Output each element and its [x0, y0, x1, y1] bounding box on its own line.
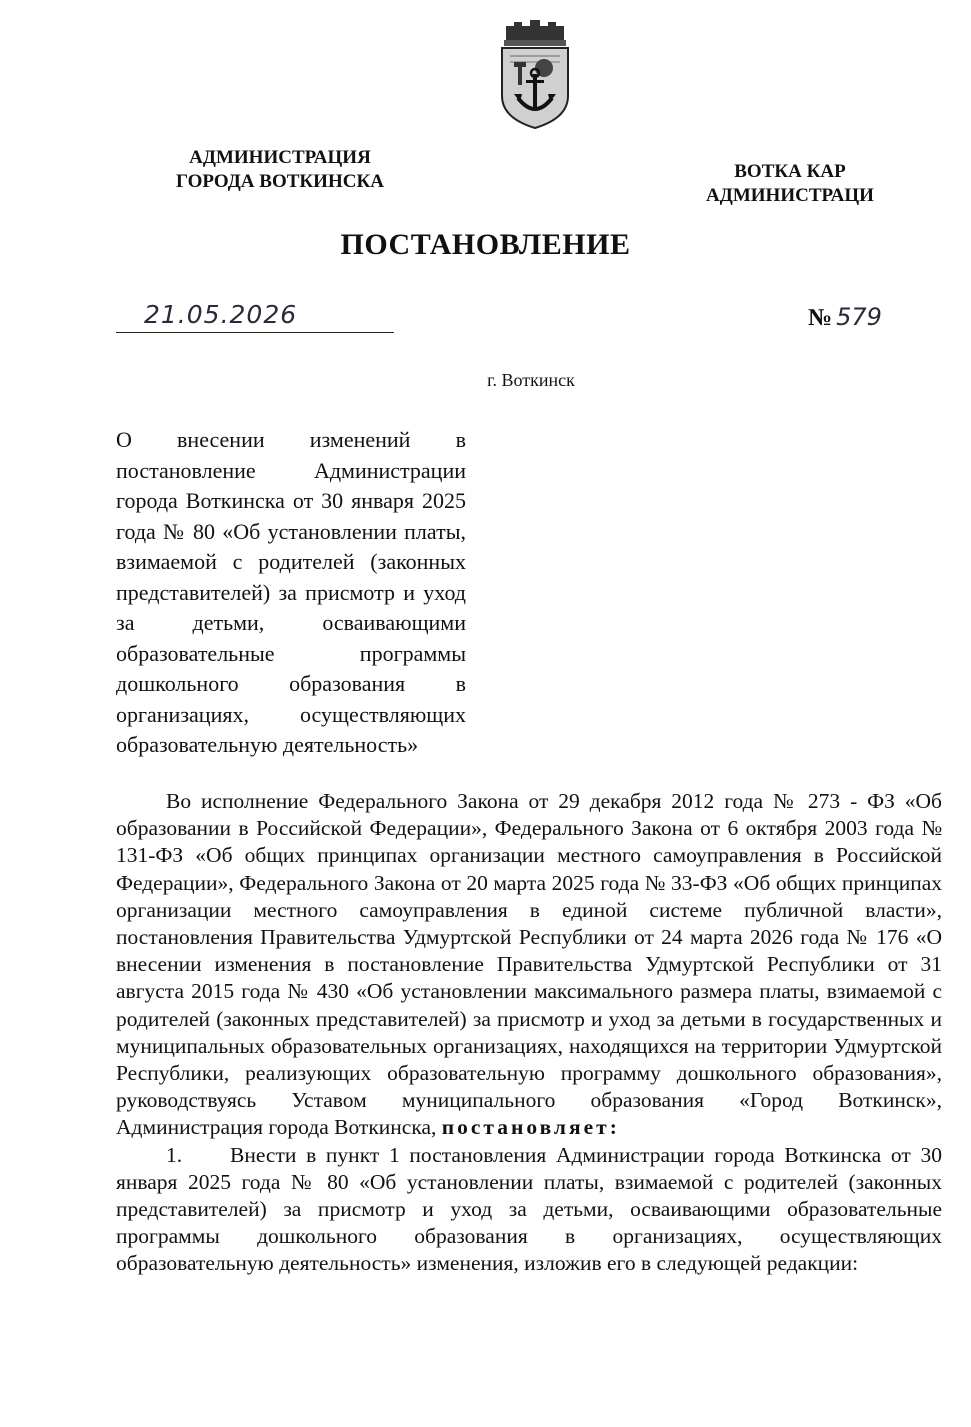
- document-subject: О внесении изменений в постановление Администрации города Воткинска от 30 января 2025 года № 80 «Об установлении платы, взимаемой с родителей (законных представителей) за присмотр и уход за детьми, осваивающими образовательные программы дошкольного образования в организациях, осуществляющих образовательную деятельность»: [116, 427, 466, 757]
- organization-name-udmurt: [680, 160, 900, 208]
- item-1-text: Внести в пункт 1 постановления Администрации города Воткинска от 30 января 2025 года № 80 «Об установлении платы, взимаемой с родителей (законных представителей) за присмотр и уход за детьми, осваивающими образовательные программы дошкольного образования в организациях, осуществляющих образовательную деятельность» изменения, изложив его в следующей редакции:: [116, 1142, 942, 1276]
- preamble-text: Во исполнение Федерального Закона от 29 декабря 2012 года № 273 - ФЗ «Об образовании в Российской Федерации», Федерального Закона от 6 октября 2003 года № 131-ФЗ «Об общих принципах организации местного самоуправления в Российской Федерации», Федерального Закона от 20 марта 2025 года № 33-ФЗ «Об общих принципах организации местного самоуправления в единой системе публичной власти», постановления Правительства Удмуртской Республики от 24 марта 2026 года № 176 «О внесении изменения в постановление Правительства Удмуртской Республики от 31 августа 2015 года № 430 «Об установлении максимального размера платы, взимаемой с родителей (законных представителей) за присмотр и уход за детьми в государственных и муниципальных образовательных организациях, находящихся на территории Удмуртской Республики, реализующих образовательную программу дошкольного образования», руководствуясь Уставом муниципального образования «Город Воткинск», Администрация города Воткинска,: [116, 789, 942, 1140]
- preamble-paragraph: [116, 788, 942, 1142]
- number-prefix: №: [808, 305, 833, 331]
- org-right-line1: ВОТКА КАР: [734, 161, 846, 182]
- item-1-number: 1.: [166, 1142, 183, 1167]
- number-handwritten: 579: [836, 303, 882, 331]
- item-1-paragraph: [116, 1142, 942, 1278]
- document-body: [116, 788, 942, 1278]
- organization-name-russian: [140, 146, 420, 194]
- date-field: [116, 300, 394, 333]
- org-left-line2: ГОРОДА ВОТКИНСКА: [176, 171, 384, 192]
- org-left-line1: АДМИНИСТРАЦИЯ: [189, 147, 371, 168]
- document-title: ПОСТАНОВЛЕНИЕ: [340, 228, 631, 261]
- decree-word: постановляет:: [441, 1115, 620, 1140]
- date-handwritten: 21.05.2026: [144, 300, 298, 329]
- document-number: [808, 303, 882, 332]
- city-name: г. Воткинск: [487, 370, 575, 390]
- org-right-line2: АДМИНИСТРАЦИ: [706, 185, 874, 206]
- coat-of-arms-anchor-icon: [492, 18, 578, 130]
